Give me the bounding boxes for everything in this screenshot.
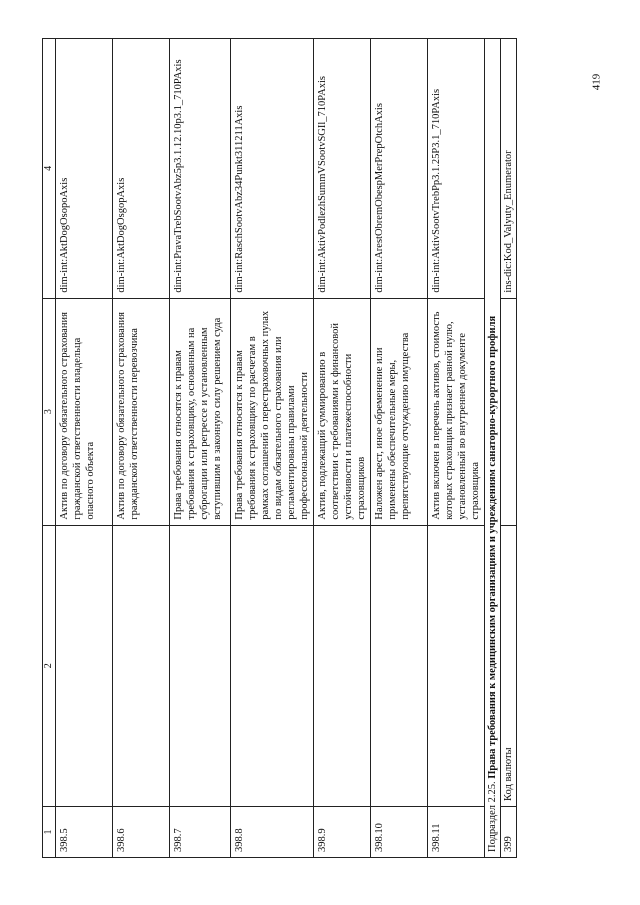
row-number: 398.6: [113, 806, 170, 857]
subsection-prefix: Подраздел 2.25.: [487, 778, 498, 852]
row-description: [501, 298, 517, 525]
table-row: [314, 39, 371, 858]
row-name: Код валюты: [501, 525, 517, 806]
table-row: [56, 39, 113, 858]
header-cell-1: 1: [43, 806, 56, 857]
row-code: dim-int:AktivSootvTrebPp3.1.25P3.1_710PAxis: [428, 39, 485, 299]
table-row: [501, 39, 517, 858]
row-number: 398.11: [428, 806, 485, 857]
row-code: ins-dic:Kod_Valyuty_Enumerator: [501, 39, 517, 299]
header-cell-4: 4: [43, 39, 56, 299]
row-description: Актив по договору обязательного страхования гражданской ответственности перевозчика: [113, 298, 170, 525]
row-number: 398.10: [371, 806, 428, 857]
row-code: dim-int:ArestObremObespMerPrepOtchAxis: [371, 39, 428, 299]
row-code: dim-int:RaschSootvAbz34Punkt311211Axis: [231, 39, 314, 299]
row-name: [170, 525, 231, 806]
table-row: [371, 39, 428, 858]
row-description: Права требования относятся к правам требования к страховщику, основанным на суброгации или регрессе и установленным вступившим в законную силу решением суда: [170, 298, 231, 525]
header-cell-3: 3: [43, 298, 56, 525]
header-cell-2: 2: [43, 525, 56, 806]
row-number: 398.8: [231, 806, 314, 857]
attribute-table: [42, 38, 517, 858]
page-number: 419: [590, 73, 603, 91]
row-code: dim-int:AktivPodlezhSummVSootvSGIl_710PAxis: [314, 39, 371, 299]
row-name: [371, 525, 428, 806]
subsection-heading: [485, 39, 501, 858]
row-number: 399: [501, 806, 517, 857]
row-description: Актив, подлежащий суммированию в соответствии с требованиями к финансовой устойчивости и платежеспособности страховщиков: [314, 298, 371, 525]
table-row: [231, 39, 314, 858]
subsection-row: [485, 39, 501, 858]
row-number: 398.5: [56, 806, 113, 857]
header-row: [43, 39, 56, 858]
row-name: [428, 525, 485, 806]
row-name: [113, 525, 170, 806]
row-description: Наложен арест, иное обременение или применены обеспечительные меры, препятствующие отчуждению имущества: [371, 298, 428, 525]
row-description: Актив по договору обязательного страхования гражданской ответственности владельца опасного объекта: [56, 298, 113, 525]
row-name: [231, 525, 314, 806]
row-code: dim-int:AktDogOsgopAxis: [113, 39, 170, 299]
row-name: [314, 525, 371, 806]
row-code: dim-int:PravaTrebSootvAbz5p3.1.12.10p3.1_710PAxis: [170, 39, 231, 299]
row-number: 398.7: [170, 806, 231, 857]
row-name: [56, 525, 113, 806]
rotated-table-wrapper: [42, 38, 602, 858]
row-description: Актив включен в перечень активов, стоимость которых страховщик признает равной нулю, установленный во внутреннем документе страховщика: [428, 298, 485, 525]
table-row: [428, 39, 485, 858]
table-row: [170, 39, 231, 858]
row-code: dim-int:AktDogOsopoAxis: [56, 39, 113, 299]
table-row: [113, 39, 170, 858]
subsection-title: Права требования к медицинским организациям и учреждениям санаторно-курортного профиля: [487, 315, 498, 779]
row-description: Права требования относятся к правам требования к страховщику по расчетам в рамках соглашений о перестраховочных пулах по видам обязательного страхования или регламентированы правилами профессиональной деятельности: [231, 298, 314, 525]
row-number: 398.9: [314, 806, 371, 857]
